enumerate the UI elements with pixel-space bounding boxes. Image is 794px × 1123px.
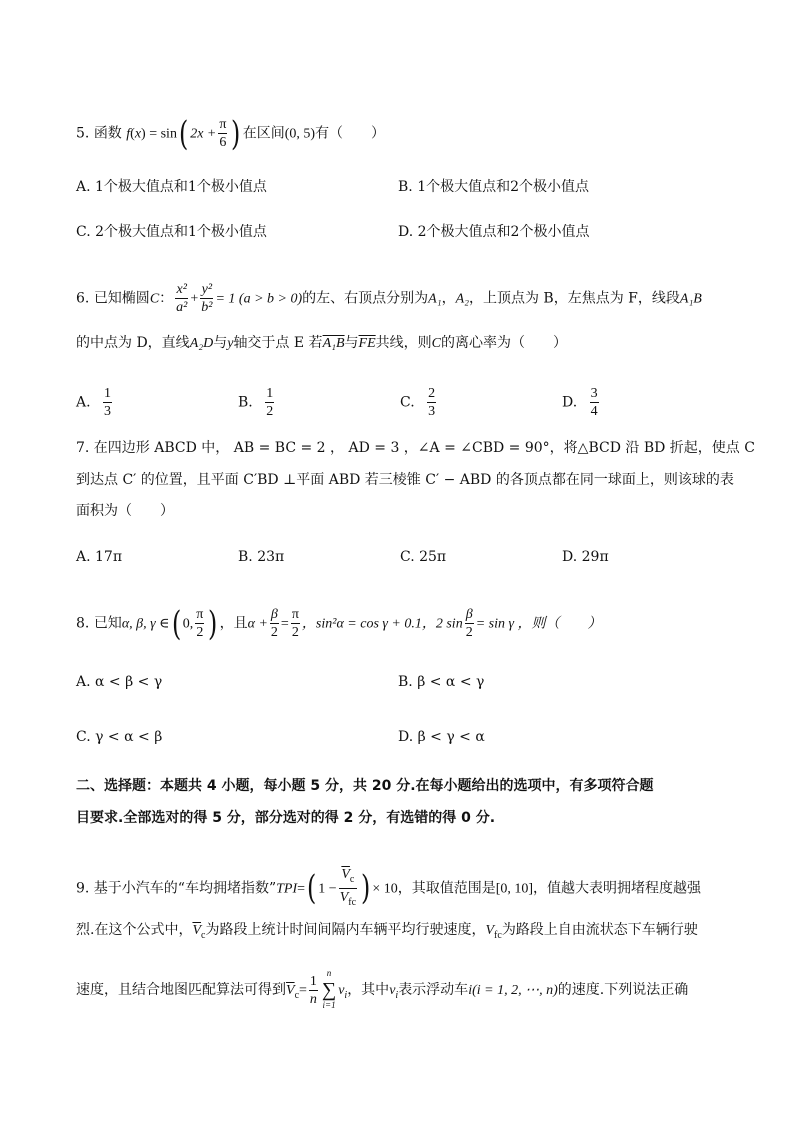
q9-sum-bot: i=1 [322, 1000, 336, 1010]
q6-A2D: A₂D [189, 336, 214, 351]
q8-frac-beta2b: $\frac{\beta}{2}$ [465, 607, 473, 640]
q6-vec-FE: $\overline{FE}$ [358, 336, 376, 351]
q5-six: 6 [219, 135, 227, 150]
q8-option-c: C. γ < α < β [76, 729, 163, 745]
q6-text-line2b: 与 [213, 335, 228, 351]
q9-line2: 烈.在这个公式中，$\overline{V}_c$为路段上统计时间间隔内车辆平均行驶速度，$V_{fc}$为路段上自由流状态下车辆行驶 [76, 922, 698, 941]
q9-sum [322, 968, 336, 1012]
q9-frac-1n [309, 973, 318, 1008]
q6-a-num: 1 [104, 386, 112, 401]
q8-two: 2 [196, 625, 204, 640]
q6-C-2: C [431, 336, 441, 351]
q6-c-num: 2 [428, 386, 436, 401]
q6-number: 6. [76, 290, 90, 307]
q8-vars: α, β, γ ∈ [121, 616, 170, 632]
q6-d-den: 4 [590, 404, 598, 419]
q9-vi: v [338, 983, 345, 998]
section2-heading-line1: 二、选择题：本题共 4 小题，每小题 5 分，共 20 分.在每小题给出的选项中，有多项符合题 [76, 778, 654, 794]
q8-beta: β [270, 607, 278, 622]
q6-y2: y² [201, 282, 213, 297]
q8-text-and: ，且 [219, 615, 248, 632]
q5-option-d: D. 2个极大值点和2个极小值点 [398, 224, 590, 240]
q6-b-num: 1 [266, 386, 274, 401]
q5-stem: 5. 函数 f(x) = sin( 2x + $\frac{\pi}{6}$ ) 在区间(0, 5)有（ ） [76, 113, 386, 154]
q6-a-den: 3 [104, 404, 112, 419]
q6-colon: ： [159, 290, 174, 307]
q9-sigma: ∑ [321, 979, 337, 1001]
q6-a-label: A. [76, 394, 91, 411]
q6-d-num: 3 [590, 386, 598, 401]
q6-c-den: 3 [428, 404, 436, 419]
q5-text-mid: 在区间 [242, 125, 285, 142]
q8-rest: ，sin²α = cos γ + 0.1，2 sin [301, 616, 463, 632]
q8-alpha-plus: α + [247, 616, 268, 632]
q6-x2: x² [176, 282, 187, 297]
q9-line3-d: (i = 1, 2, ⋯, n) [472, 983, 558, 998]
q6-y-axis: y [227, 336, 234, 351]
q9-fc: fc [348, 896, 357, 908]
q6-b-frac [265, 385, 274, 420]
q9-line1-prefix: 9. 基于小汽车的“车均拥堵指数” [76, 880, 277, 897]
q6-c-frac [427, 385, 436, 420]
q5-2x: 2x + [190, 126, 217, 142]
q8-frac-pi2 [195, 606, 204, 641]
q9-one-minus: 1 − [318, 881, 337, 897]
q7-option-a: A. 17π [76, 549, 123, 565]
q5-sin: sin [160, 126, 177, 142]
q6-text-line2f: 的离心率为（ ） [441, 335, 567, 351]
q6-frac-x2a2 [175, 281, 188, 316]
q6-b-label: B. [238, 394, 253, 411]
q5-f: f [126, 126, 131, 142]
q6-a2: a² [176, 300, 188, 315]
q6-c-label: C. [400, 394, 415, 411]
q9-line1-end: ，值越大表明拥堵程度越强 [533, 880, 702, 897]
q9-Vc: $\overline{V}$ [341, 867, 350, 882]
q7-option-b: B. 23π [238, 549, 285, 565]
section2-heading-line2: 目要求.全部选对的得 5 分，部分选对的得 2 分，有选错的得 0 分. [76, 810, 496, 826]
q5-option-b: B. 1个极大值点和2个极小值点 [398, 179, 590, 195]
q5-option-c: C. 2个极大值点和1个极小值点 [76, 224, 267, 240]
q6-text-line2c: 轴交于点 E 若 [233, 335, 323, 351]
q8-option-a: A. α < β < γ [76, 674, 163, 690]
q9-line2-c: 为路段上自由流状态下车辆行驶 [501, 922, 698, 938]
q6-d-label: D. [562, 394, 578, 411]
q9-line3-b: ，其中 [347, 982, 390, 998]
q6-option-b [238, 385, 276, 420]
q8-option-b: B. β < α < γ [398, 674, 485, 690]
q6-text-line1: 的左、右顶点分别为 [302, 290, 429, 307]
q8-pi: π [196, 607, 204, 622]
q9-line3-a: 速度，且结合地图匹配算法可得到 [76, 982, 286, 998]
q9-one: 1 [309, 973, 317, 989]
q7-line1: 7. 在四边形 ABCD 中， AB = BC = 2 ， AD = 3 ，∠A = ∠CBD = 90°，将△BCD 沿 BD 折起，使点 C [76, 440, 755, 456]
q8-stem: 8. 已知α, β, γ ∈( 0, $\frac{\pi}{2}$ ) ，且α + $\frac{\beta}{2}$ = $\frac{\pi}{2}$ ，sin²α = cos γ + 0.1，2 sin $\frac{\beta}{2}$ = sin γ ，则（ ） [76, 603, 602, 644]
q9-n: n [309, 991, 317, 1007]
q9-times10: × 10 [372, 881, 398, 897]
q6-b-den: 2 [266, 404, 274, 419]
q6-option-c [400, 385, 438, 420]
q6-plus: + [190, 291, 199, 307]
q5-x: x [134, 126, 142, 142]
q6-text-line2d: 与 [344, 335, 359, 351]
q6-text-line2a: 的中点为 D，直线 [76, 335, 190, 351]
q6-A1B: A₁B [679, 291, 702, 307]
q9-line1: 9. 基于小汽车的“车均拥堵指数”TPI=( 1 − $\frac{\overline{V}_c}{V_{fc}}$ ) × 10，其取值范围是[0, 10]，值越大表明拥堵程度越强 [76, 866, 726, 911]
q9-sum-top: n [326, 968, 332, 978]
q9-TPI: TPI [276, 881, 298, 897]
q8-frac-beta2: $\frac{\beta}{2}$ [270, 607, 278, 640]
q7-option-d: D. 29π [562, 549, 609, 565]
q9-line2-a: 烈.在这个公式中， [76, 922, 193, 938]
q5-option-a: A. 1个极大值点和1个极小值点 [76, 179, 267, 195]
q9-range: [0, 10] [495, 881, 534, 897]
q6-vec-A1B: A₁B [322, 336, 345, 351]
q6-text-line2e: 共线，则 [375, 335, 432, 351]
q8-text: 已知 [93, 615, 122, 632]
q9-line2-b: 为路段上统计时间间隔内车辆平均行驶速度， [205, 922, 486, 938]
q9-i: i [344, 989, 348, 1001]
q9-line1-suffix: ，其取值范围是 [397, 880, 496, 897]
q6-stem-line1: 6. 已知椭圆C： $\frac{\text{x²}}{\text{a²}}$ + $\frac{\text{y²}}{\text{b²}}$ = 1 (a > b > 0)的左、右顶点分别为A₁，A₂，上顶点为 B，左焦点为 F，线段A₁B [76, 282, 702, 315]
q6-option-a [76, 385, 114, 420]
q6-text-line1b: ，上顶点为 B，左焦点为 F，线段 [468, 290, 680, 307]
q9-c: c [349, 873, 355, 885]
q9-line3-c: 表示浮动车 [398, 982, 469, 998]
q5-text-suffix: 有（ ） [315, 125, 386, 142]
q6-a-frac [103, 385, 112, 420]
q6-b2: b² [201, 300, 213, 315]
q5-number: 5. [76, 125, 90, 142]
q9-eq: = [297, 881, 306, 897]
q7-option-c: C. 25π [400, 549, 447, 565]
q5-frac-pi6 [218, 116, 227, 151]
q6-stem-line2 [76, 333, 726, 354]
q6-option-d [562, 385, 601, 420]
q6-d-frac [590, 385, 599, 420]
q9-line3: 速度，且结合地图匹配算法可得到$\overline{V}_c=$ $\frac{1}{n}$ n ∑ $i=1v_i$，其中$v_i$表示浮动车i(i = 1, 2, ⋯, n)的速度.下列说法正确 [76, 968, 689, 1010]
q8-eq: = [280, 616, 289, 632]
q6-eq-rest: = 1 (a > b > 0) [215, 291, 303, 307]
q6-A1: A₁ [428, 291, 442, 307]
q8-number: 8. [76, 615, 90, 632]
q5-pi: π [219, 117, 227, 132]
q9-line3-eq: = [299, 983, 307, 998]
q9-frac-vc-vfc [339, 866, 357, 911]
q6-C: C [149, 291, 160, 307]
q5-text: 函数 [93, 125, 122, 142]
q7-line2: 到达点 C′ 的位置，且平面 C′BD ⊥平面 ABD 若三棱锥 C′ − ABD 的各顶点都在同一球面上，则该球的表 [76, 472, 734, 488]
q6-text: 已知椭圆 [93, 290, 150, 307]
q5-interval: (0, 5) [284, 126, 316, 142]
q8-frac-pi2b: $\frac{\pi}{2}$ [291, 607, 299, 640]
q8-option-d: D. β < γ < α [398, 729, 485, 745]
q6-A2: A₂ [455, 291, 469, 307]
q9-Vfc: V [339, 889, 349, 905]
q8-eq-sin: = sin γ ，则（ ） [475, 616, 602, 632]
q6-frac-y2b2 [200, 281, 213, 316]
q7-line3: 面积为（ ） [76, 503, 174, 519]
q9-line3-e: 的速度.下列说法正确 [557, 982, 689, 998]
